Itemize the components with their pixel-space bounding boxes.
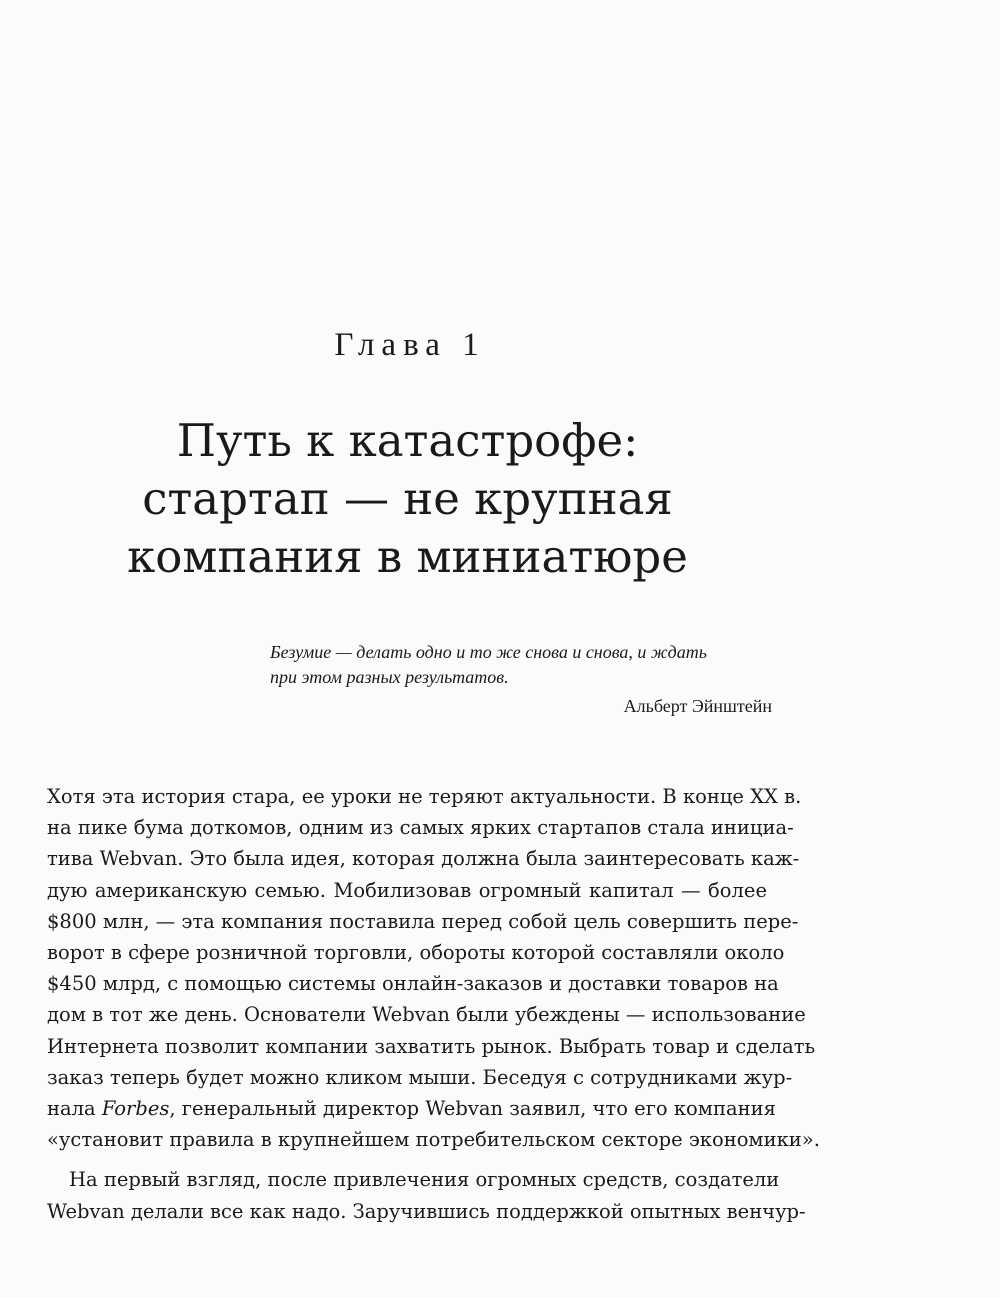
text-fragment: , генеральный директор Webvan заявил, что его компания bbox=[169, 1097, 776, 1121]
epigraph bbox=[270, 640, 772, 719]
text-line: дую американскую семью. Мобилизовав огромный капитал — более bbox=[47, 878, 767, 902]
chapter-title-line: Путь к катастрофе: bbox=[176, 414, 639, 467]
chapter-title-line: стартап — не крупная bbox=[142, 472, 673, 525]
paragraph bbox=[47, 781, 820, 1155]
text-line bbox=[47, 1093, 776, 1124]
epigraph-line: при этом разных результатов. bbox=[270, 667, 509, 687]
text-line: На первый взгляд, после привлечения огромных средств, создатели bbox=[69, 1168, 780, 1192]
text-line: Интернета позволит компании захватить рынок. Выбрать товар и сделать bbox=[47, 1034, 816, 1058]
text-line: «установит правила в крупнейшем потребительском секторе экономики». bbox=[47, 1128, 820, 1152]
text-line: дом в тот же день. Основатели Webvan были убеждены — использование bbox=[47, 1003, 806, 1027]
epigraph-author: Альберт Эйнштейн bbox=[623, 696, 772, 716]
text-fragment: нала bbox=[47, 1097, 102, 1121]
paragraph bbox=[47, 1164, 806, 1226]
chapter-title bbox=[0, 412, 815, 586]
text-line: на пике бума доткомов, одним из самых ярких стартапов стала инициа- bbox=[47, 816, 794, 840]
text-line: ворот в сфере розничной торговли, обороты которой составляли около bbox=[47, 941, 785, 965]
text-line: тива Webvan. Это была идея, которая должна была заинтересовать каж- bbox=[47, 847, 800, 871]
epigraph-quote bbox=[270, 640, 772, 690]
epigraph-line: Безумие — делать одно и то же снова и снова, и ждать bbox=[270, 642, 707, 662]
text-line: $450 млрд, с помощью системы онлайн-заказов и доставки товаров на bbox=[47, 972, 779, 996]
magazine-name: Forbes bbox=[101, 1097, 170, 1121]
body-text bbox=[47, 781, 820, 1227]
chapter-title-line: компания в миниатюре bbox=[127, 530, 688, 583]
chapter-label: Глава 1 bbox=[334, 327, 486, 363]
text-line: $800 млн, — эта компания поставила перед собой цель совершить пере- bbox=[47, 909, 799, 933]
text-line: заказ теперь будет можно кликом мыши. Беседуя с сотрудниками жур- bbox=[47, 1065, 793, 1089]
text-line: Хотя эта история стара, ее уроки не теряют актуальности. В конце XX в. bbox=[47, 785, 802, 808]
text-line: Webvan делали все как надо. Заручившись поддержкой опытных венчур- bbox=[47, 1199, 806, 1223]
